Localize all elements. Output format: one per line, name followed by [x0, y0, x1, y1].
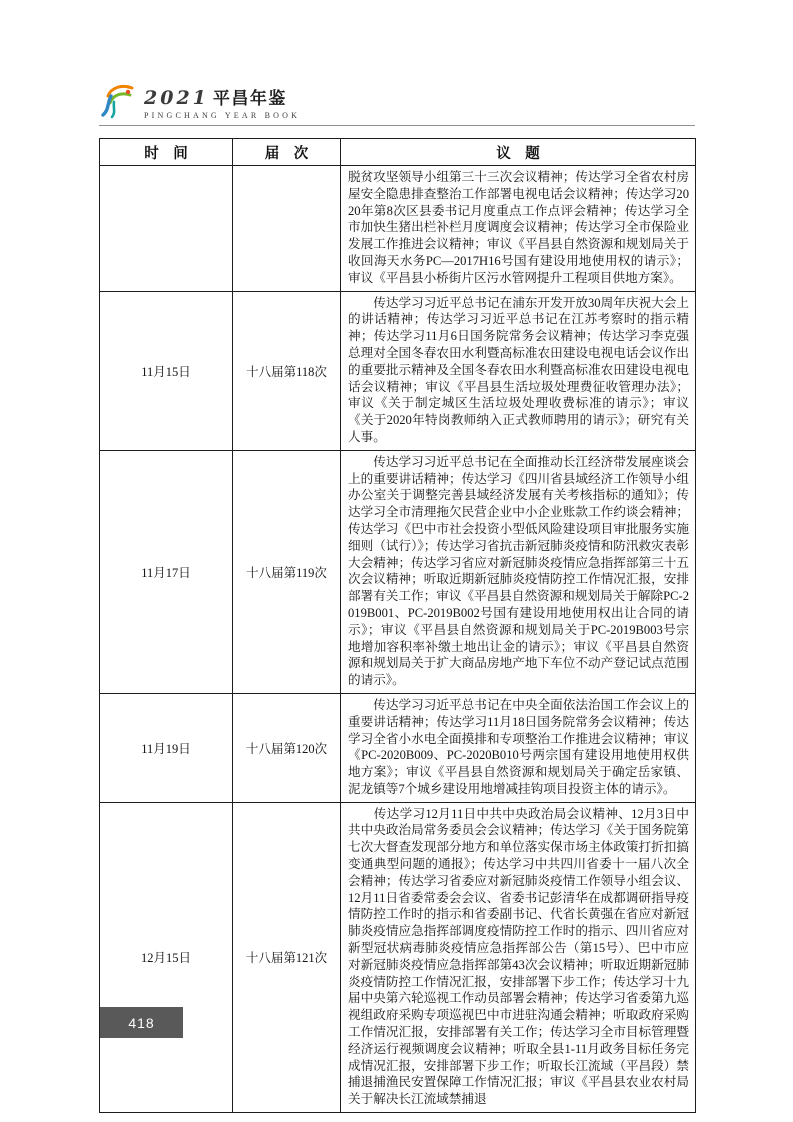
topics-cell [341, 291, 696, 450]
yearbook-logo-text [144, 84, 300, 120]
logo-title: 平昌年鉴 [212, 89, 287, 108]
column-header-session: 届 次 [233, 139, 341, 166]
page-number: 418 [128, 1014, 155, 1031]
date-cell: 11月15日 [100, 291, 233, 450]
yearbook-logo-icon [99, 82, 137, 120]
table-header-row [100, 139, 696, 166]
column-header-time: 时 间 [100, 139, 233, 166]
topics-cell [341, 802, 696, 1112]
session-cell [233, 166, 341, 292]
topics-text: 传达学习习近平总书记在浦东开发开放30周年庆祝大会上的讲话精神；传达学习习近平总书记在江苏考察时的指示精神；传达学习11月6日国务院常务会议精神；传达学习李克强总理对全国冬春农田水利暨高标准农田建设电视电话会议作出的重要批示精神及全国冬春农田水利暨高标准农田建设电视电话会议精神；审议《平昌县生活垃圾处理费征收管理办法》；审议《关于制定城区生活垃圾处理收费标准的请示》；审议《关于2020年特岗教师纳入正式教师聘用的请示》；研究有关人事。 [348, 295, 689, 444]
page-number-badge [100, 1007, 183, 1038]
topics-cell [341, 166, 696, 292]
yearbook-logo [99, 84, 695, 124]
table-row [100, 166, 696, 292]
session-cell: 十八届第118次 [233, 291, 341, 450]
table-row [100, 693, 696, 802]
session-cell: 十八届第121次 [233, 802, 341, 1112]
header-divider [99, 125, 695, 126]
page-content [99, 84, 695, 1113]
topics-text: 传达学习习近平总书记在全面推动长江经济带发展座谈会上的重要讲话精神；传达学习《四川省县域经济工作领导小组办公室关于调整完善县域经济发展有关考核指标的通知》；传达学习全市清理拖欠民营企业中小企业账款工作约谈会精神；传达学习《巴中市社会投资小型低风险建设项目审批服务实施细则（试行）》；传达学习省抗击新冠肺炎疫情和防汛救灾表彰大会精神；传达学习省应对新冠肺炎疫情应急指挥部第三十五次会议精神；听取近期新冠肺炎疫情防控工作情况汇报，安排部署有关工作；审议《平昌县自然资源和规划局关于解除PC-2019B001、PC-2019B002号国有建设用地使用权出让合同的请示》；审议《平昌县自然资源和规划局关于PC-2019B003号宗地增加容积率补缴土地出让金的请示》；审议《平昌县自然资源和规划局关于扩大商品房地产地下车位不动产登记试点范围的请示》。 [348, 454, 689, 688]
table-row [100, 291, 696, 450]
topics-text: 传达学习习近平总书记在中央全面依法治国工作会议上的重要讲话精神；传达学习11月18日国务院常务会议精神；传达学习全省小水电全面摸排和专项整治工作推进会议精神；审议《PC-2020B009、PC-2020B010号两宗国有建设用地使用权供地方案》；审议《平昌县自然资源和规划局关于确定岳家镇、泥龙镇等7个城乡建设用地增减挂钩项目投资主体的请示》。 [348, 697, 689, 796]
logo-year: 2021 [144, 87, 209, 109]
meeting-minutes-table [99, 138, 696, 1113]
topics-text: 脱贫攻坚领导小组第三十三次会议精神；传达学习全省农村房屋安全隐患排查整治工作部署电视电话会议精神；传达学习2020年第8次区县委书记月度重点工作点评会精神；传达学习全市加快生猪出栏补栏月度调度会议精神；传达学习全市保险业发展工作推进会议精神；审议《平昌县自然资源和规划局关于收回海天水务PC—2017H16号国有建设用地使用权的请示》；审议《平昌县小桥街片区污水管网提升工程项目供地方案》。 [348, 170, 689, 285]
table-row [100, 802, 696, 1112]
date-cell: 11月17日 [100, 450, 233, 693]
table-row [100, 450, 696, 693]
topics-text: 传达学习12月11日中共中央政治局会议精神、12月3日中共中央政治局常务委员会会议精神；传达学习《关于国务院第七次大督查发现部分地方和单位落实保市场主体政策打折扣搞变通典型问题的通报》；传达学习中共四川省委十一届八次全会精神；传达学习省委应对新冠肺炎疫情工作领导小组会议、12月11日省委常委会会议、省委书记彭清华在成都调研指导疫情防控工作时的指示和省委副书记、代省长黄强在省应对新冠肺炎疫情应急指挥部调度疫情防控工作时的指示、四川省应对新型冠状病毒肺炎疫情应急指挥部公告（第15号）、巴中市应对新冠肺炎疫情应急指挥部第43次会议精神；听取近期新冠肺炎疫情防控工作情况汇报，安排部署下步工作；传达学习十九届中央第六轮巡视工作动员部署会精神；传达学习省委第九巡视组政府采购专项巡视巴中市进驻沟通会精神；听取政府采购工作情况汇报，安排部署有关工作；传达学习全市目标管理暨经济运行视频调度会议精神；听取全县1-11月政务目标任务完成情况汇报，安排部署下步工作；听取长江流域（平昌段）禁捕退捕渔民安置保障工作情况汇报；审议《平昌县农业农村局关于解决长江流域禁捕退 [348, 806, 689, 1107]
date-cell: 11月19日 [100, 693, 233, 802]
session-cell: 十八届第120次 [233, 693, 341, 802]
logo-subtitle: PINGCHANG YEAR BOOK [144, 111, 301, 120]
date-cell: 12月15日 [100, 802, 233, 1112]
column-header-topics: 议 题 [341, 139, 696, 166]
session-cell: 十八届第119次 [233, 450, 341, 693]
topics-cell [341, 450, 696, 693]
topics-cell [341, 693, 696, 802]
date-cell [100, 166, 233, 292]
